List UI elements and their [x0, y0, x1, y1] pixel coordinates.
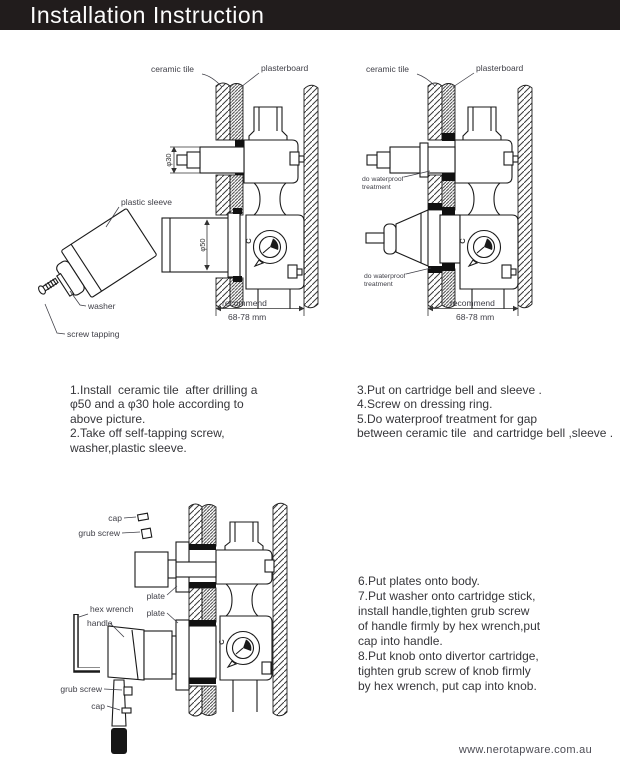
diagram-cartridge-bell-waterproof: [350, 57, 620, 369]
instruction-line: above picture.: [70, 411, 146, 426]
grub-screw-part-bottom: [124, 687, 132, 695]
knob-letter: C: [458, 238, 467, 244]
instruction-line: φ50 and a φ30 hole according to: [70, 397, 244, 412]
plasterboard-label: plasterboard: [476, 63, 524, 73]
plate-lower-label: plate: [146, 608, 165, 618]
page-header: [0, 0, 620, 30]
instruction-line: 7.Put washer onto cartridge stick,: [358, 589, 536, 603]
instruction-steps-6-8: [358, 574, 614, 694]
grub-screw-part-top: [141, 528, 151, 538]
hex-wrench-label: hex wrench: [90, 604, 134, 614]
ceramic-tile-label: ceramic tile: [151, 64, 194, 74]
cartridge-bell: [366, 203, 442, 273]
diagram-rough-in-with-plastic-sleeve: [30, 57, 340, 369]
plastic-sleeve-label: plastic sleeve: [121, 197, 173, 207]
dim-phi50-label: φ50: [198, 238, 207, 252]
instruction-line: between ceramic tile and cartridge bell ,sleeve .: [357, 426, 614, 441]
waterproof-lower-label-line1: do waterproof: [364, 273, 406, 280]
instruction-steps-1-2: [70, 383, 330, 455]
instruction-line: 5.Do waterproof treatment for gap: [357, 411, 538, 426]
instruction-line: 4.Screw on dressing ring.: [357, 397, 493, 412]
instruction-line: install handle,tighten grub screw: [358, 604, 530, 618]
website-url: www.nerotapware.com.au: [458, 744, 592, 756]
waterproof-upper-label-line2: treatment: [362, 184, 391, 191]
knob-letter: C: [244, 238, 253, 244]
back-wall: [518, 85, 532, 308]
handle-grip: [111, 728, 127, 754]
instruction-line: washer,plastic sleeve.: [70, 440, 187, 455]
handle-label: handle: [87, 618, 113, 628]
instruction-line: of handle firmly by hex wrench,put: [358, 619, 541, 633]
ceramic-tile-wall: [189, 504, 202, 716]
back-wall: [304, 85, 318, 308]
plate-upper-label: plate: [146, 591, 165, 601]
recommend-label: recommend: [222, 298, 267, 308]
page-title: Installation Instruction: [30, 2, 265, 28]
knob-letter: C: [217, 639, 226, 645]
recommend-mm-label: 68-78 mm: [456, 312, 495, 322]
recommend-mm-label: 68-78 mm: [228, 312, 267, 322]
plasterboard-wall: [442, 84, 455, 308]
plasterboard-label: plasterboard: [261, 63, 309, 73]
instruction-line: cap into handle.: [358, 634, 443, 648]
instruction-line: 6.Put plates onto body.: [358, 574, 480, 588]
instruction-line: 8.Put knob onto divertor cartridge,: [358, 649, 539, 663]
ceramic-tile-label: ceramic tile: [366, 64, 409, 74]
recommend-label: recommend: [450, 298, 495, 308]
cap-top-label: cap: [108, 513, 122, 523]
back-wall: [273, 503, 287, 716]
diagram-handle-knob-assembly: [50, 480, 360, 780]
dim-phi30-label: φ30: [164, 153, 173, 167]
grub-screw-bottom-label: grub screw: [60, 684, 102, 694]
instruction-line: tighten grub screw of knob firmly: [358, 664, 531, 678]
washer-label: washer: [88, 301, 116, 311]
ceramic-tile-wall: [428, 83, 442, 308]
cap-part-top: [138, 513, 149, 521]
instruction-line: 2.Take off self-tapping screw,: [70, 426, 225, 441]
dimension-recommend: [216, 298, 304, 322]
cap-part-bottom: [122, 708, 131, 713]
instruction-line: 3.Put on cartridge bell and sleeve .: [357, 383, 542, 397]
waterproof-upper-label-line1: do waterproof: [362, 176, 404, 183]
instruction-line: by hex wrench, put cap into knob.: [358, 679, 537, 693]
detached-plastic-sleeve: [49, 208, 157, 305]
cartridge-stick: [177, 147, 244, 173]
screw-tapping-label: screw tapping: [67, 329, 120, 339]
grub-screw-top-label: grub screw: [78, 528, 120, 538]
instruction-steps-3-5: [357, 383, 619, 441]
instruction-line: 1.Install ceramic tile after drilling a: [70, 383, 258, 397]
screw-tapping-part: [37, 277, 59, 296]
waterproof-lower-label-line2: treatment: [364, 281, 393, 288]
cap-bottom-label: cap: [91, 701, 105, 711]
